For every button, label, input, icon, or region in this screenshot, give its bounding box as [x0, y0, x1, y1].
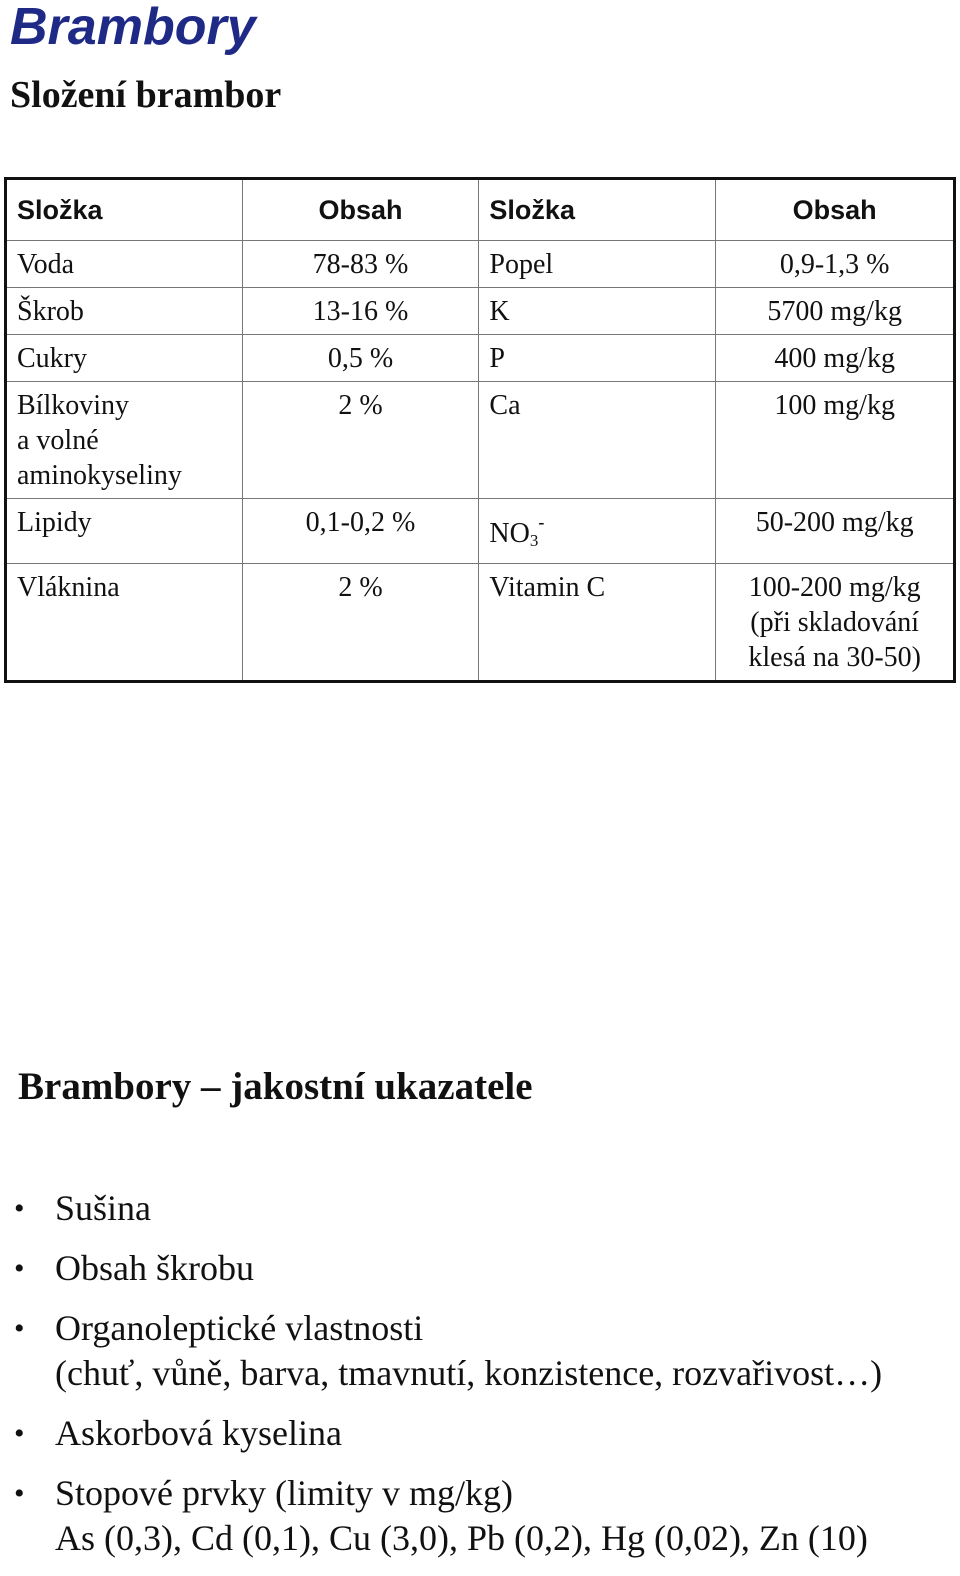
component-cell: Ca	[479, 382, 716, 499]
content-cell: 78-83 %	[242, 241, 479, 288]
quality-indicators-list	[14, 1186, 954, 1576]
list-item-detail: (chuť, vůně, barva, tmavnutí, konzistence, rozvařivost…)	[55, 1353, 883, 1393]
content-cell: 400 mg/kg	[716, 335, 955, 382]
list-item	[14, 1306, 954, 1396]
content-cell: 2 %	[242, 382, 479, 499]
content-cell: 2 %	[242, 564, 479, 682]
list-item	[14, 1411, 954, 1456]
table-row	[6, 382, 955, 499]
cell-line: 100-200 mg/kg	[748, 572, 921, 603]
component-cell	[6, 382, 243, 499]
page-subtitle: Složení brambor	[10, 74, 282, 116]
component-cell: Cukry	[6, 335, 243, 382]
component-cell: Vitamin C	[479, 564, 716, 682]
section-heading: Brambory – jakostní ukazatele	[18, 1065, 533, 1108]
column-header-content: Obsah	[242, 179, 479, 241]
content-cell: 0,5 %	[242, 335, 479, 382]
column-header-content: Obsah	[716, 179, 955, 241]
content-cell	[716, 564, 955, 682]
formula-superscript: -	[538, 512, 545, 532]
page-title: Brambory	[10, 0, 256, 56]
cell-line: (při skladování	[750, 607, 920, 638]
component-cell: P	[479, 335, 716, 382]
formula-base: NO	[489, 518, 530, 549]
bullet-icon: •	[14, 1477, 25, 1510]
list-item	[14, 1471, 954, 1561]
list-item-text: Organoleptické vlastnosti	[55, 1308, 424, 1348]
list-item-text: Askorbová kyselina	[55, 1413, 342, 1453]
content-cell: 50-200 mg/kg	[716, 499, 955, 564]
composition-table	[4, 177, 956, 683]
table-row	[6, 564, 955, 682]
component-cell: K	[479, 288, 716, 335]
content-cell: 13-16 %	[242, 288, 479, 335]
list-item	[14, 1186, 954, 1231]
cell-line: klesá na 30-50)	[748, 642, 921, 673]
table-row	[6, 499, 955, 564]
component-cell-nitrate	[479, 499, 716, 564]
component-cell: Popel	[479, 241, 716, 288]
content-cell: 0,9-1,3 %	[716, 241, 955, 288]
content-cell: 0,1-0,2 %	[242, 499, 479, 564]
table-row	[6, 288, 955, 335]
component-cell: Vláknina	[6, 564, 243, 682]
content-cell: 5700 mg/kg	[716, 288, 955, 335]
list-item-text: Stopové prvky (limity v mg/kg)	[55, 1473, 513, 1513]
table-row	[6, 335, 955, 382]
bullet-icon: •	[14, 1252, 25, 1285]
list-item-detail: As (0,3), Cd (0,1), Cu (3,0), Pb (0,2), Hg (0,02), Zn (10)	[55, 1518, 868, 1558]
bullet-icon: •	[14, 1192, 25, 1225]
cell-line: Bílkoviny	[17, 390, 130, 421]
component-cell: Škrob	[6, 288, 243, 335]
column-header-component: Složka	[6, 179, 243, 241]
table-header-row	[6, 179, 955, 241]
table-row	[6, 241, 955, 288]
list-item-text: Obsah škrobu	[55, 1248, 254, 1288]
list-item-text: Sušina	[55, 1188, 152, 1228]
component-cell: Voda	[6, 241, 243, 288]
list-item	[14, 1246, 954, 1291]
column-header-component: Složka	[479, 179, 716, 241]
component-cell: Lipidy	[6, 499, 243, 564]
bullet-icon: •	[14, 1417, 25, 1450]
cell-line: aminokyseliny	[17, 460, 182, 491]
content-cell: 100 mg/kg	[716, 382, 955, 499]
formula-subscript: 3	[529, 531, 539, 550]
cell-line: a volné	[17, 425, 99, 456]
bullet-icon: •	[14, 1312, 25, 1345]
